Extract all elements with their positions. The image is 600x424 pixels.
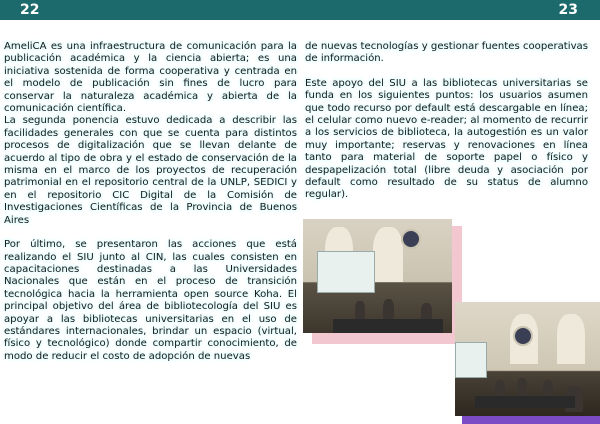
paragraph-ameli: AmeliCA es una infraestructura de comunicación para la publicación académica y la ciencia abierta; es una iniciativa sostenida de forma cooperativa y centrada en el modelo de publicación sin fines de lucro para conservar la naturaleza académica y abierta de la comunicación científica. — [4, 41, 297, 115]
paragraph-continuation: de nuevas tecnologías y gestionar fuentes cooperativas de información. — [305, 41, 588, 65]
conference-photo-1 — [303, 219, 452, 333]
right-column — [305, 41, 588, 202]
page-number-right: 23 — [558, 2, 578, 18]
paragraph-digitalizacion: La segunda ponencia estuvo dedicada a describir las facilidades generales con que se cuenta para distintos procesos de digitalización que se llevan delante de acuerdo al tipo de obra y el estado de conservación de la misma en el marco de los proyectos de recuperación patrimonial en el repositorio central de la UNLP, SEDICI y en el repositorio CIC Digital de la Comisión de Investigaciones Científicas de la Provincia de Buenos Aires — [4, 115, 297, 226]
arch-decoration — [557, 314, 585, 364]
photo2-accent-bar — [462, 416, 600, 424]
conference-table — [333, 319, 443, 333]
page-header-bar — [0, 0, 600, 20]
paragraph-siu-apoyo: Este apoyo del SIU a las bibliotecas universitarias se funda en los siguientes puntos: los usuarios asumen que todo recurso por default está descargable en línea; el celular como nuevo e-reader; al momento de recurrir a los servicios de biblioteca, la autogestión es un valor muy importante; reservas y renovaciones en línea tanto para material de soporte papel o físico y despapelización total (libre deuda y asociación por default como resultado de su status de alumno regular). — [305, 77, 588, 201]
conference-photo-2 — [455, 302, 600, 416]
projection-screen — [317, 251, 375, 293]
person — [517, 378, 527, 398]
page-number-left: 22 — [20, 2, 40, 18]
paragraph-siu-cin: Por último, se presentaron las acciones que está realizando el SIU junto al CIN, las cuales consisten en capacitaciones destinadas a las Universidades Nacionales que están en el proceso de transición tecnológica hacia la herramienta open source Koha. El principal objetivo del área de bibliotecología del SIU es apoyar a las bibliotecas universitarias en el uso de estándares internacionales, brindar un espacio (virtual, físico y tecnológico) donde compartir conocimiento, de modo de reducir el costo de adopción de nuevas — [4, 239, 297, 362]
conference-table — [475, 396, 575, 408]
left-column — [4, 41, 297, 363]
person — [383, 299, 394, 319]
emblem-icon — [401, 229, 421, 249]
arch-decoration — [373, 227, 403, 282]
emblem-icon — [513, 326, 533, 346]
person — [355, 301, 365, 319]
projection-screen — [455, 342, 487, 378]
